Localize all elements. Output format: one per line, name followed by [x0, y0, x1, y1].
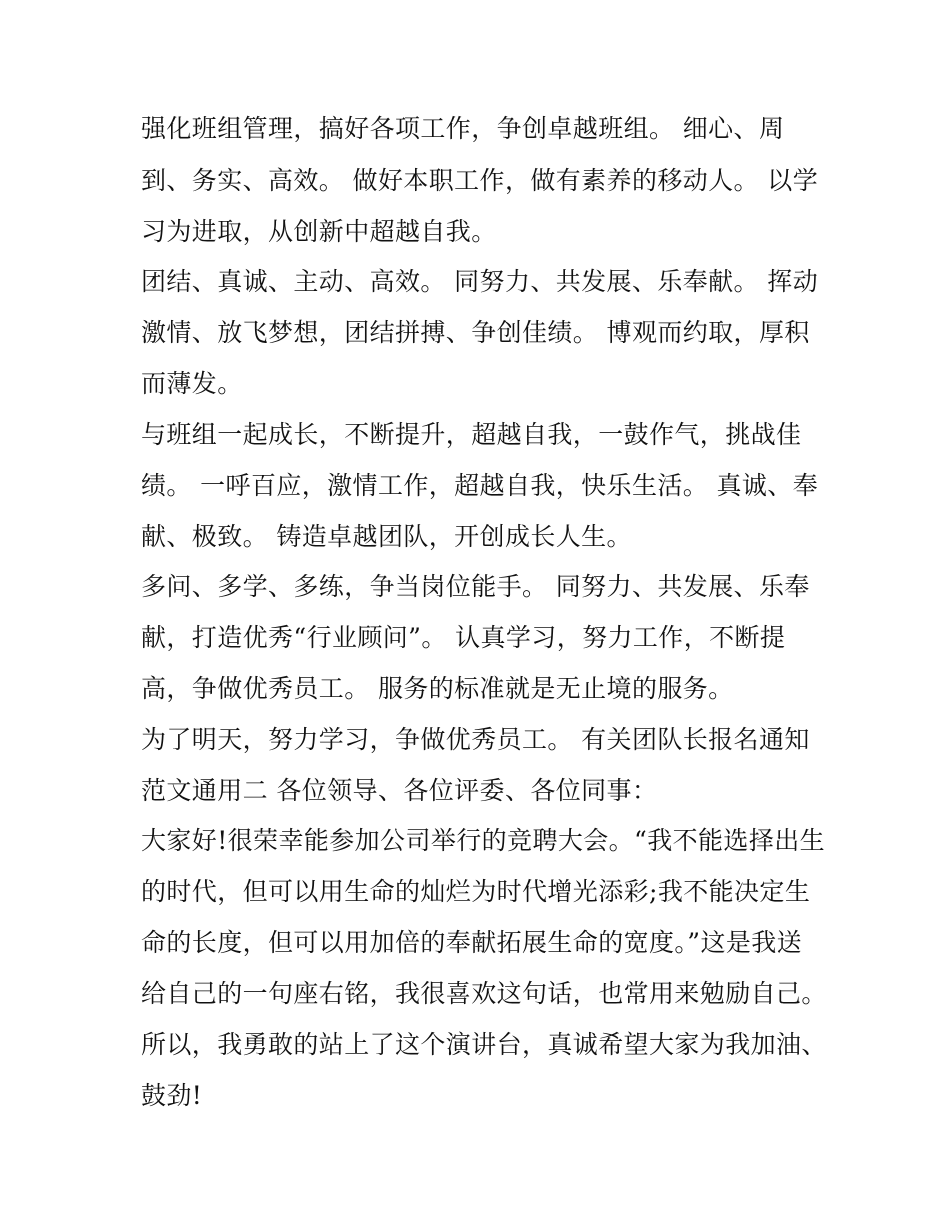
text-line: 鼓劲!	[141, 1081, 203, 1110]
text-line: 为了明天，努力学习，争做优秀员工。 有关团队长报名通知	[141, 725, 810, 754]
text-line: 范文通用二 各位领导、各位评委、各位同事：	[141, 776, 658, 805]
text-line: 献，打造优秀“行业顾问”。 认真学习，努力工作，不断提	[141, 623, 786, 652]
text-line: 大家好!很荣幸能参加公司举行的竞聘大会。“我不能选择出生	[141, 826, 826, 855]
text-line: 与班组一起成长，不断提升，超越自我，一鼓作气，挑战佳	[141, 420, 802, 449]
text-line: 命的长度，但可以用加倍的奉献拓展生命的宽度。”这是我送	[141, 928, 803, 957]
text-line: 习为进取，从创新中超越自我。	[141, 217, 497, 246]
text-line: 高，争做优秀员工。 服务的标准就是无止境的服务。	[141, 674, 734, 703]
text-line: 多问、多学、多练，争当岗位能手。 同努力、共发展、乐奉	[141, 572, 810, 601]
text-line: 到、务实、高效。 做好本职工作，做有素养的移动人。 以学	[141, 166, 819, 195]
text-line: 献、极致。 铸造卓越团队，开创成长人生。	[141, 522, 632, 551]
text-line: 的时代，但可以用生命的灿烂为时代增光添彩;我不能决定生	[141, 877, 811, 906]
text-line: 而薄发。	[141, 369, 243, 398]
text-line: 给自己的一句座右铭，我很喜欢这句话，也常用来勉励自己。	[141, 979, 827, 1008]
text-line: 团结、真诚、主动、高效。 同努力、共发展、乐奉献。 挥动	[141, 267, 819, 296]
text-line: 激情、放飞梦想，团结拼搏、争创佳绩。 博观而约取，厚积	[141, 318, 810, 347]
text-line: 所以，我勇敢的站上了这个演讲台，真诚希望大家为我加油、	[141, 1030, 827, 1059]
text-line: 强化班组管理，搞好各项工作，争创卓越班组。 细心、周	[141, 114, 785, 143]
text-line: 绩。 一呼百应，激情工作，超越自我，快乐生活。 真诚、奉	[141, 471, 819, 500]
